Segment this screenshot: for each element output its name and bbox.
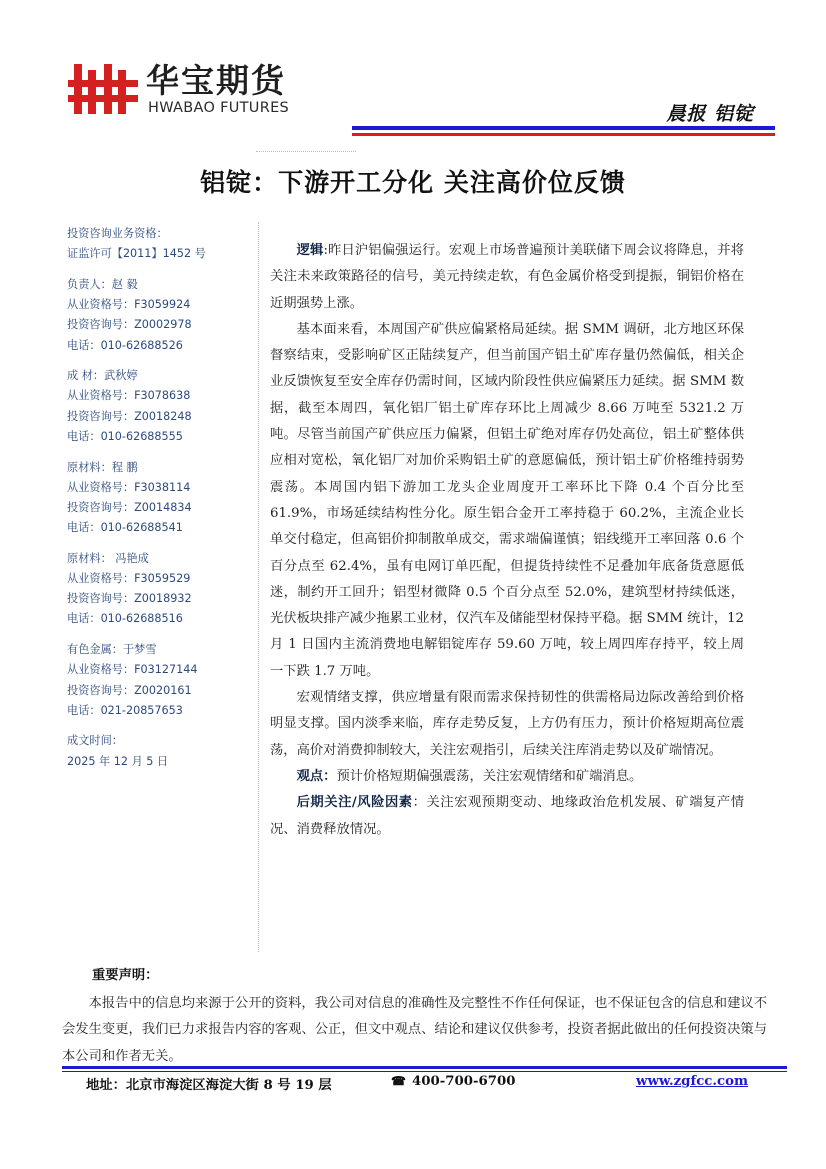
sidebar-line: 电话：010-62688516: [67, 612, 183, 626]
report-body: [270, 238, 744, 843]
header-divider-blue: [352, 126, 775, 130]
logic-paragraph: [270, 238, 744, 317]
sidebar-line: 从业资格号：F3078638: [67, 389, 191, 403]
risk-paragraph: [270, 790, 744, 843]
sidebar-line: 投资咨询号：Z0014834: [67, 500, 192, 514]
sidebar-line: 投资咨询号：Z0018932: [67, 592, 192, 606]
analyst-sidebar: [67, 224, 257, 782]
logo-text-en: HWABAO FUTURES: [148, 100, 290, 116]
report-type-label: 晨报 铝锭: [666, 103, 754, 125]
sidebar-block: [67, 549, 257, 630]
sidebar-line: 从业资格号：F3059529: [67, 572, 191, 586]
sidebar-block: [67, 366, 257, 447]
view-text: 预计价格短期偏强震荡，关注宏观情绪和矿端消息。: [336, 768, 643, 784]
logic-text: :昨日沪铝偏强运行。宏观上市场普遍预计美联储下周会议将降息，并将关注未来政策路径的信号，美元持续走软，有色金属价格受到提振，铜铝价格在近期强势上涨。: [270, 243, 744, 311]
header-divider-red: [352, 133, 775, 136]
logic-label: 逻辑: [296, 243, 324, 258]
sidebar-line: 电话：021-20857653: [67, 703, 183, 717]
view-paragraph: [270, 764, 744, 790]
phone-icon: ☎: [391, 1074, 406, 1088]
disclaimer-body: 本报告中的信息均来源于公开的资料，我公司对信息的准确性及完整性不作任何保证，也不保证包含的信息和建议不会发生变更，我们已力求报告内容的客观、公正，但文中观点、结论和建议仅供参考，投资者据此做出的任何投资决策与本公司和作者无关。: [62, 996, 767, 1064]
sidebar-line: 成文时间：: [67, 734, 123, 748]
macro-paragraph: 宏观情绪支撑，供应增量有限而需求保持韧性的供需格局边际改善给到价格明显支撑。国内淡季来临，库存走势反复，上方仍有压力，预计价格短期高位震荡，高价对消费抑制较大，关注宏观指引，后续关注库消走势以及矿端情况。: [270, 690, 744, 758]
sidebar-line: 电话：010-62688526: [67, 338, 183, 352]
sidebar-line: 负责人：赵 毅: [67, 277, 138, 291]
sidebar-line: 从业资格号：F03127144: [67, 663, 198, 677]
sidebar-line: 投资咨询号：Z0020161: [67, 683, 192, 697]
footer-phone: [391, 1074, 516, 1089]
sidebar-line: 投资咨询业务资格：: [67, 227, 168, 240]
sidebar-line: 有色金属：于梦雪: [67, 643, 157, 657]
sidebar-line: 投资咨询号：Z0018248: [67, 409, 192, 423]
sidebar-line: 证监许可【2011】1452 号: [67, 247, 206, 261]
sidebar-line: 从业资格号：F3038114: [67, 480, 191, 494]
sidebar-block: [67, 224, 257, 264]
sidebar-divider: [258, 222, 259, 952]
disclaimer-title: 重要声明：: [92, 968, 159, 983]
sidebar-line: 投资咨询号：Z0002978: [67, 318, 192, 332]
risk-label: 后期关注/风险因素: [296, 795, 413, 811]
sidebar-block: [67, 458, 257, 539]
sidebar-block: [67, 731, 257, 771]
footer-address: 地址：北京市海淀区海淀大街 8 号 19 层: [86, 1078, 332, 1093]
dotted-separator: [256, 151, 356, 152]
sidebar-line: 原材料：程 鹏: [67, 460, 138, 474]
sidebar-line: 原材料： 冯艳成: [67, 551, 149, 565]
logo-mark-icon: [68, 62, 138, 116]
footer-divider-thin: [62, 1071, 787, 1072]
view-label: 观点：: [296, 768, 337, 784]
sidebar-block: [67, 640, 257, 721]
footer-divider: [62, 1066, 787, 1069]
risk-text: ：关注宏观预期变动、地缘政治危机发展、矿端复产情况、消费释放情况。: [270, 795, 745, 837]
footer-phone-number: 400-700-6700: [411, 1074, 516, 1089]
sidebar-line: 电话：010-62688541: [67, 521, 183, 535]
sidebar-line: 2025 年 12 月 5 日: [67, 754, 169, 768]
fundamentals-paragraph: 基本面来看，本周国产矿供应偏紧格局延续。据 SMM 调研，北方地区环保督察结束，受影响矿区正陆续复产，但当前国产铝土矿库存量仍然偏低，相关企业反馈恢复至安全库存仍需时间，区域内阶段性供应偏紧压力延续。据 SMM 数据，截至本周四，氧化铝厂铝土矿库存环比上周减少 8.66 万吨至 5321.2 万吨。尽管当前国产矿供应压力偏紧，但铝土矿绝对库存仍处高位，铝土矿整体供应相对宽松，氧化铝厂对加价采购铝土矿的意愿偏低，预计铝土矿价格维持弱势震荡。本周国内铝下游加工龙头企业周度开工率环比下降 0.4 个百分比至 61.9%，市场延续结构性分化。原生铝合金开工率持稳于 60.2%，主流企业长单交付稳定，但高铝价抑制散单成交，需求端偏谨慎；铝线缆开工率回落 0.6 个百分点至 62.4%，虽有电网订单匹配，但提货持续性不足叠加年底备货意愿低迷，制约开工回升；铝型材微降 0.5 个百分点至 52.0%，建筑型材持续低迷，光伏板块排产减少拖累工业材，仅汽车及储能型材保持平稳。据 SMM 统计，12 月 1 日国内主流消费地电解铝锭库存 59.60 万吨，较上周四库存持平，较上周一下跌 1.7 万吨。: [270, 321, 744, 679]
sidebar-line: 成 材：武秋婷: [67, 369, 138, 383]
document-title: 铝锭：下游开工分化 关注高价位反馈: [200, 168, 626, 197]
sidebar-line: 从业资格号：F3059924: [67, 298, 191, 312]
logo-text-cn: 华宝期货: [146, 61, 286, 100]
footer-website-link[interactable]: www.zgfcc.com: [636, 1074, 749, 1089]
sidebar-line: 电话：010-62688555: [67, 429, 183, 443]
sidebar-block: [67, 275, 257, 356]
